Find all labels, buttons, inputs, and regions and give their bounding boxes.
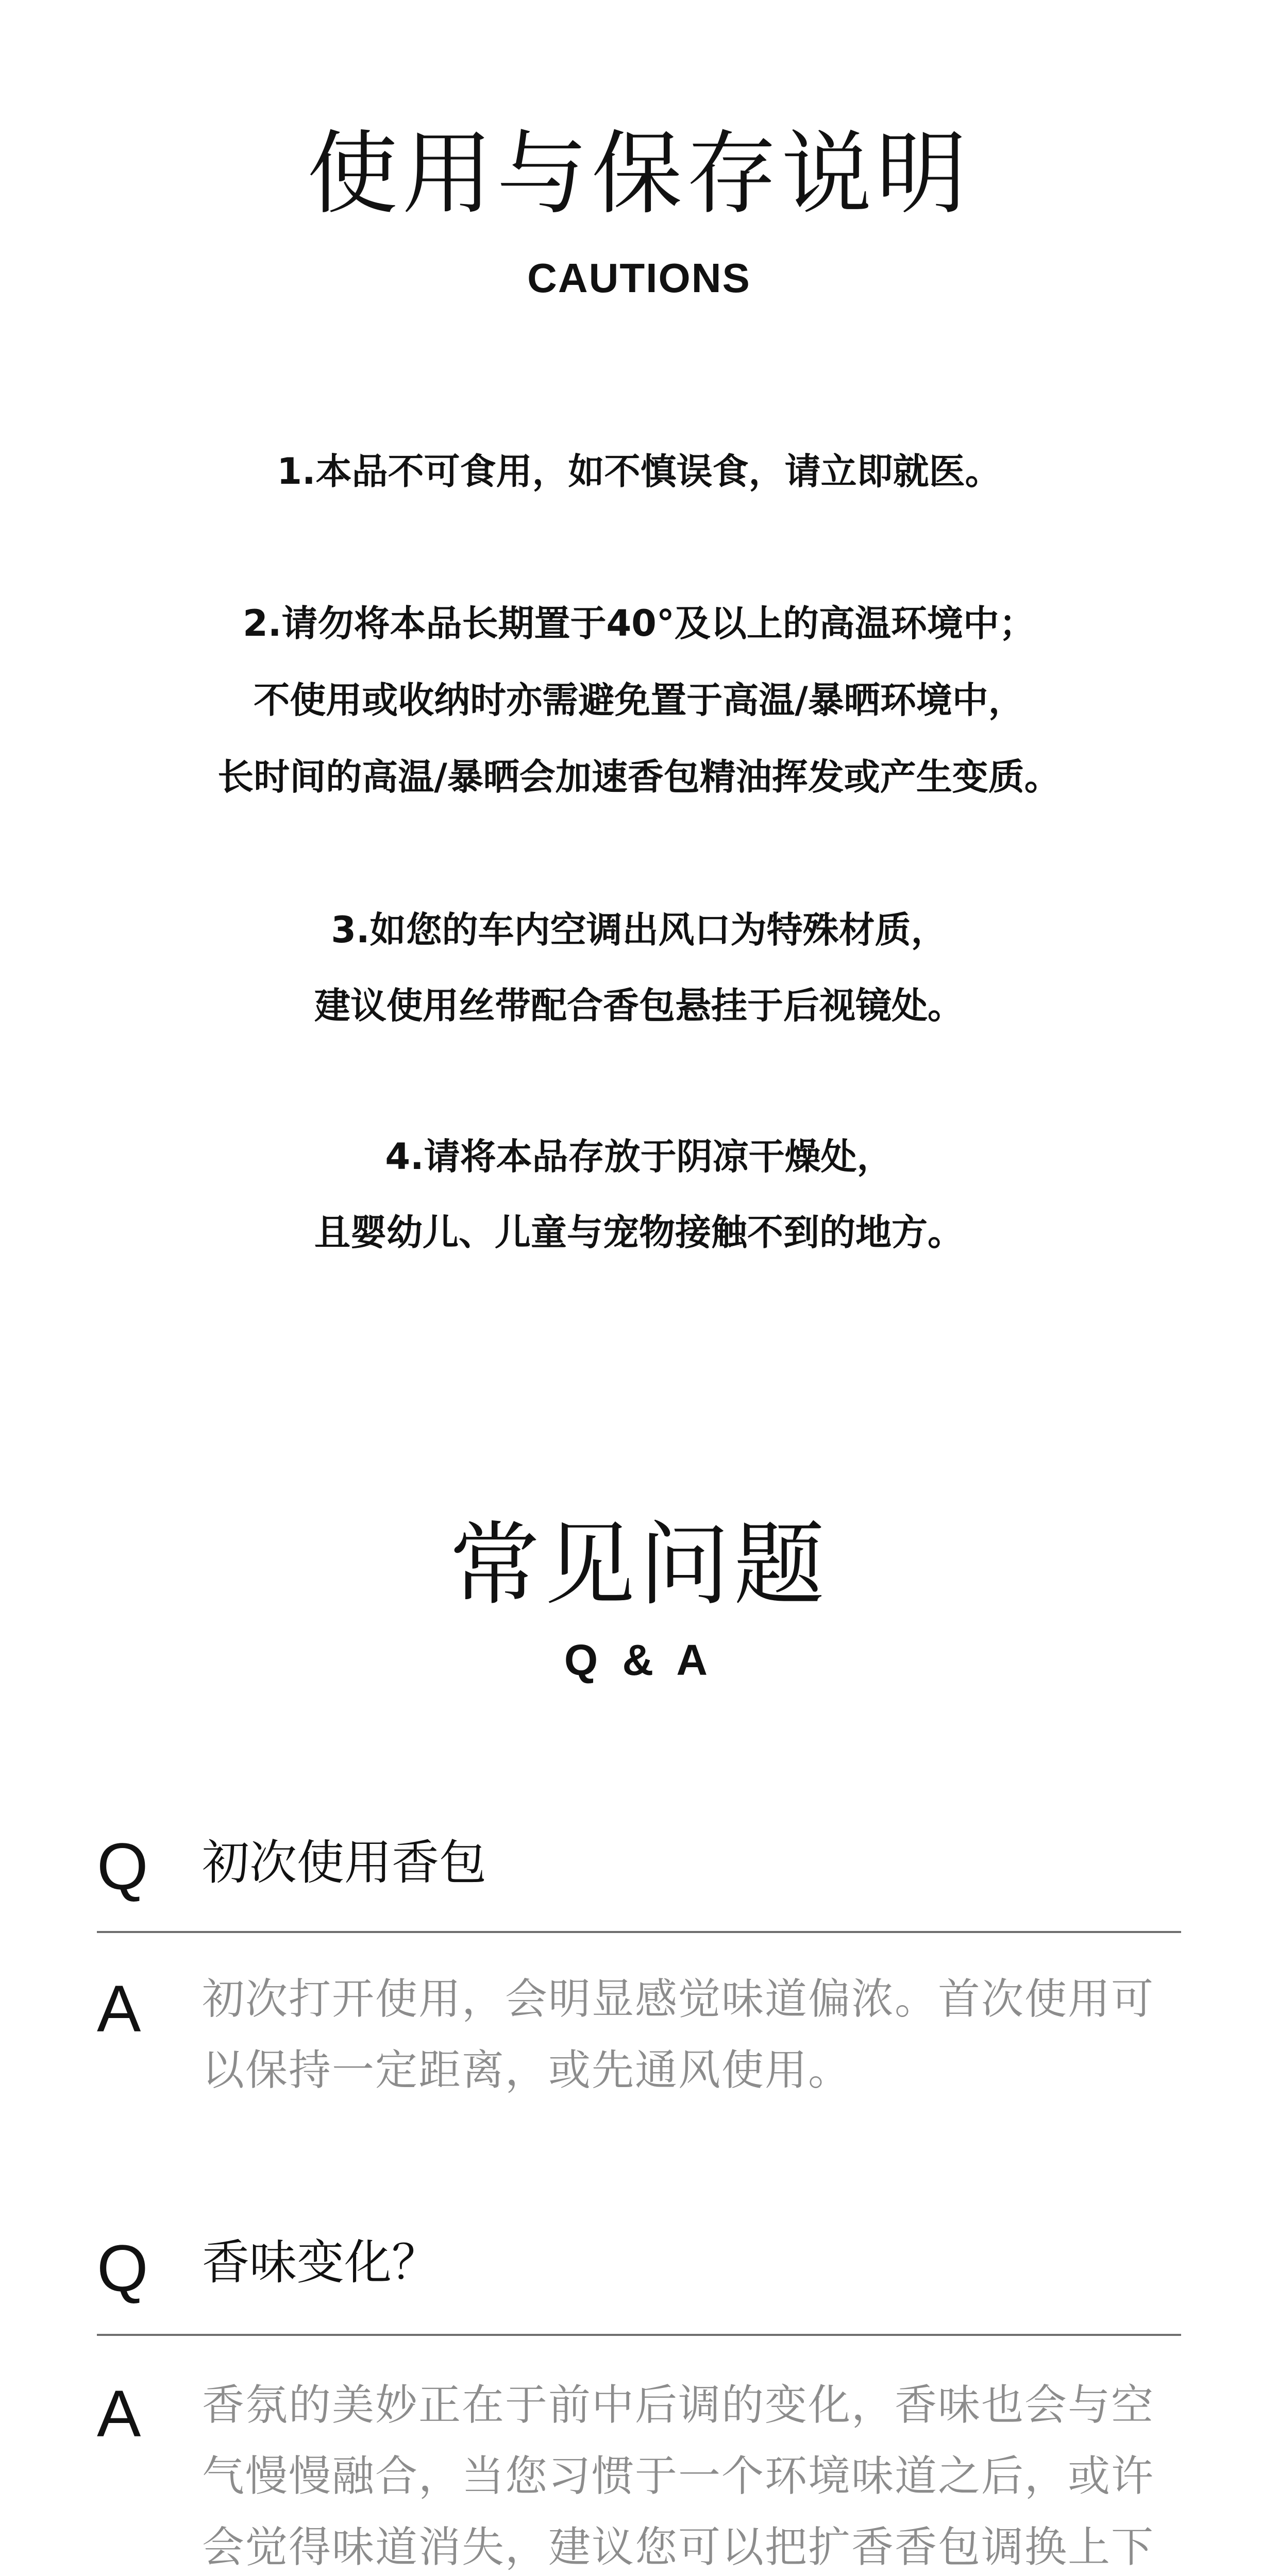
question-marker: Q — [97, 2232, 148, 2306]
answer-line: 初次打开使用，会明显感觉味道偏浓。首次使用可 — [202, 1975, 1155, 2024]
caution-item — [0, 909, 1278, 1027]
caution-line: 且婴幼儿、儿童与宠物接触不到的地方。 — [314, 1211, 964, 1253]
answer-line: 以保持一定距离，或先通风使用。 — [202, 2046, 852, 2095]
cautions-subtitle: CAUTIONS — [527, 255, 751, 301]
caution-line: 3.如您的车内空调出风口为特殊材质， — [331, 909, 947, 951]
caution-item — [0, 450, 1278, 493]
question-marker: Q — [97, 1830, 148, 1904]
caution-line: 长时间的高温/暴晒会加速香包精油挥发或产生变质。 — [217, 756, 1061, 798]
answer-line: 会觉得味道消失，建议您可以把扩香香包调换上下 — [202, 2523, 1155, 2572]
answer-line: 香氛的美妙正在于前中后调的变化，香味也会与空 — [202, 2381, 1155, 2430]
answer-marker: A — [97, 1972, 141, 2046]
caution-item — [0, 1136, 1278, 1253]
answer-text — [202, 1964, 1181, 2106]
answer-marker: A — [97, 2377, 141, 2451]
caution-line: 4.请将本品存放于阴凉干燥处， — [385, 1136, 893, 1178]
caution-line: 2.请勿将本品长期置于40°及以上的高温环境中； — [243, 602, 1035, 645]
answer-line: 气慢慢融合，当您习惯于一个环境味道之后，或许 — [202, 2452, 1155, 2501]
qa-title: 常见问题 — [449, 1512, 829, 1618]
caution-line: 不使用或收纳时亦需避免置于高温/暴晒环境中， — [254, 679, 1024, 721]
divider — [97, 1931, 1181, 1933]
divider — [97, 2334, 1181, 2336]
caution-line: 1.本品不可食用，如不慎误食，请立即就医。 — [277, 450, 1001, 493]
cautions-title: 使用与保存说明 — [307, 121, 971, 227]
caution-line: 建议使用丝带配合香包悬挂于后视镜处。 — [314, 985, 964, 1027]
answer-text — [202, 2370, 1181, 2576]
question-text: 香味变化？ — [202, 2235, 440, 2290]
qa-subtitle: Q & A — [564, 1636, 714, 1684]
question-text: 初次使用香包 — [202, 1835, 487, 1890]
caution-item — [0, 602, 1278, 798]
